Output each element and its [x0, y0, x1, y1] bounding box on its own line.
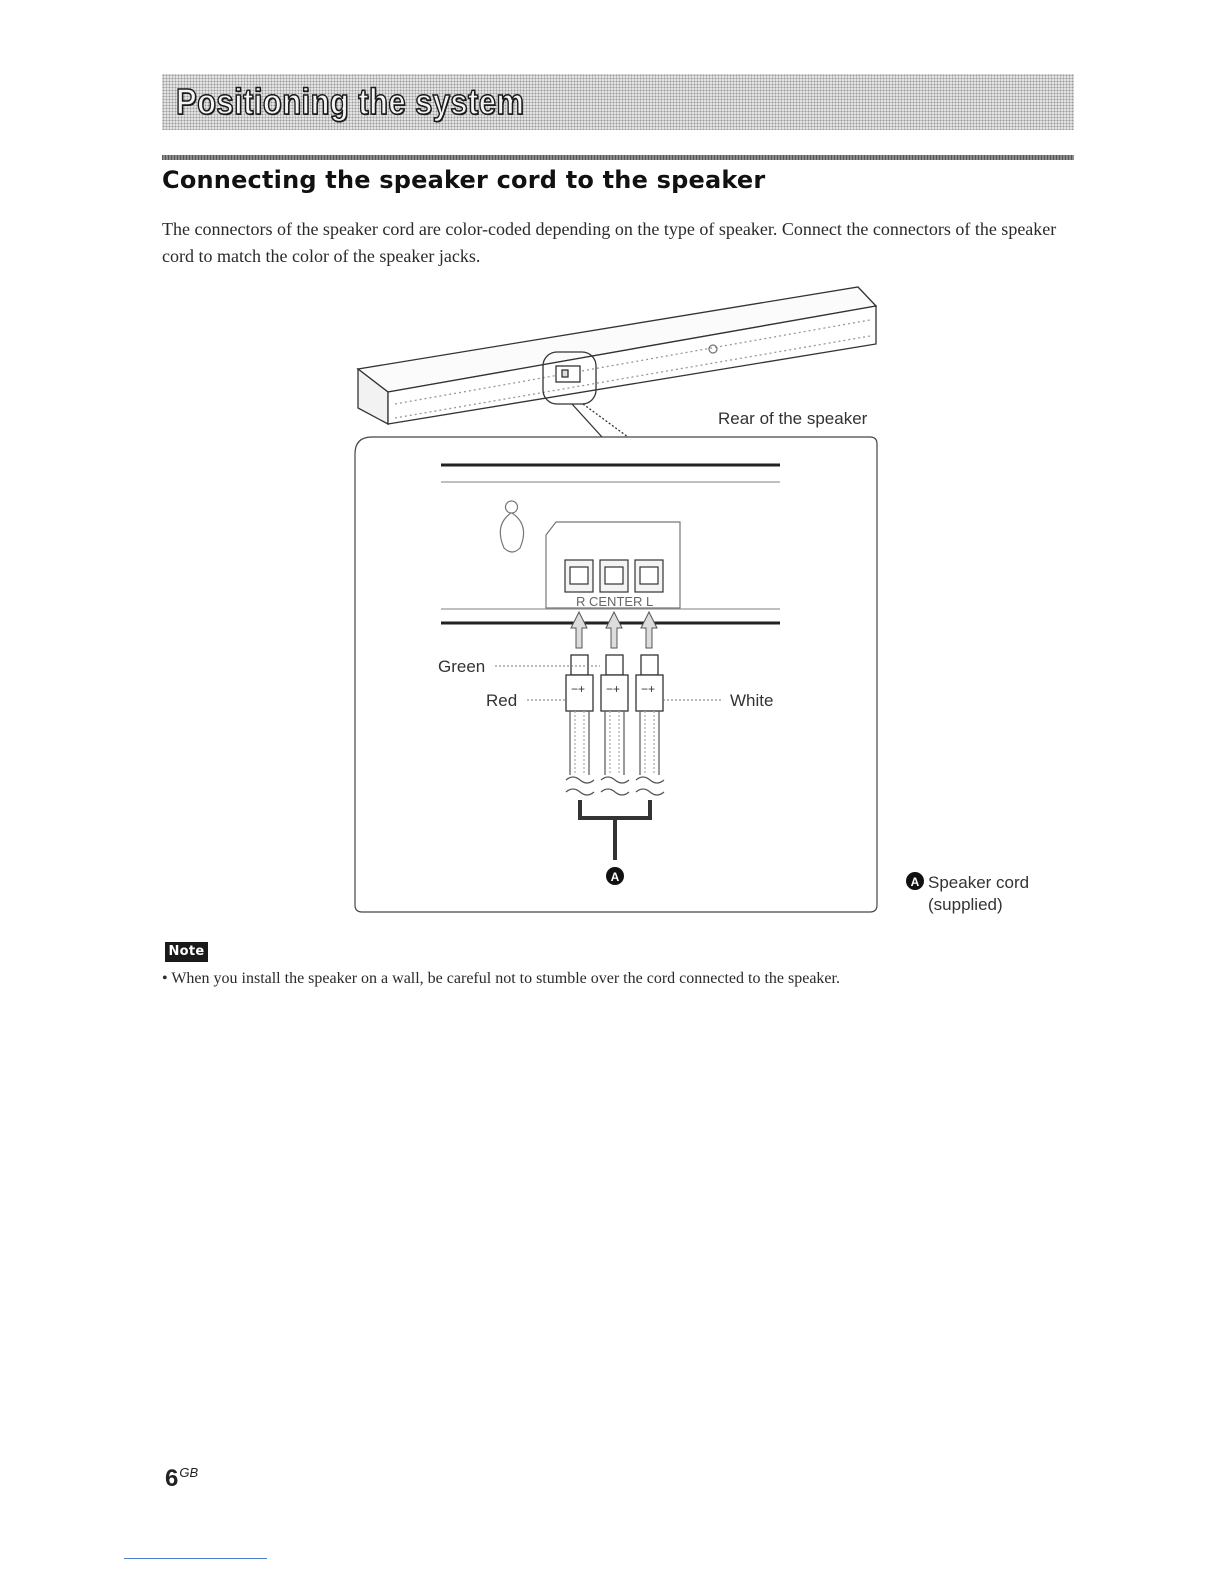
rear-of-speaker-label: Rear of the speaker: [718, 409, 868, 428]
legend-line-2: (supplied): [928, 895, 1003, 914]
note-text: • When you install the speaker on a wall, be careful not to stumble over the cord connected to the speaker.: [162, 970, 840, 987]
bottom-mark: [124, 1558, 267, 1559]
legend-a-marker: [906, 872, 924, 890]
callout-a-letter: A: [610, 870, 620, 884]
svg-text:−+: −+: [641, 682, 656, 696]
subheading: Connecting the speaker cord to the speaker: [162, 166, 766, 194]
note-badge: Note: [165, 942, 208, 962]
section-title: Positioning the system: [176, 81, 525, 122]
legend-a-letter: A: [910, 875, 920, 889]
callout-a-marker: [606, 867, 624, 885]
plug-connectors: [566, 655, 663, 711]
svg-text:−+: −+: [606, 682, 621, 696]
white-label: White: [730, 691, 774, 710]
intro-paragraph: The connectors of the speaker cord are color-coded depending on the type of speaker. Connect the connectors of the speaker cord to match the color of the speaker jacks.: [162, 219, 1057, 266]
red-label: Red: [486, 691, 518, 710]
page-number: [165, 1465, 198, 1493]
jack-label: R CENTER L: [576, 594, 654, 609]
page-number-suffix: GB: [179, 1465, 199, 1480]
green-label: Green: [438, 657, 486, 676]
legend-line-1: Speaker cord: [928, 873, 1030, 892]
speaker-bar-illustration: [358, 287, 876, 424]
page-number-value: 6: [165, 1465, 179, 1492]
speaker-jacks: [565, 560, 663, 592]
svg-text:−+: −+: [571, 682, 586, 696]
